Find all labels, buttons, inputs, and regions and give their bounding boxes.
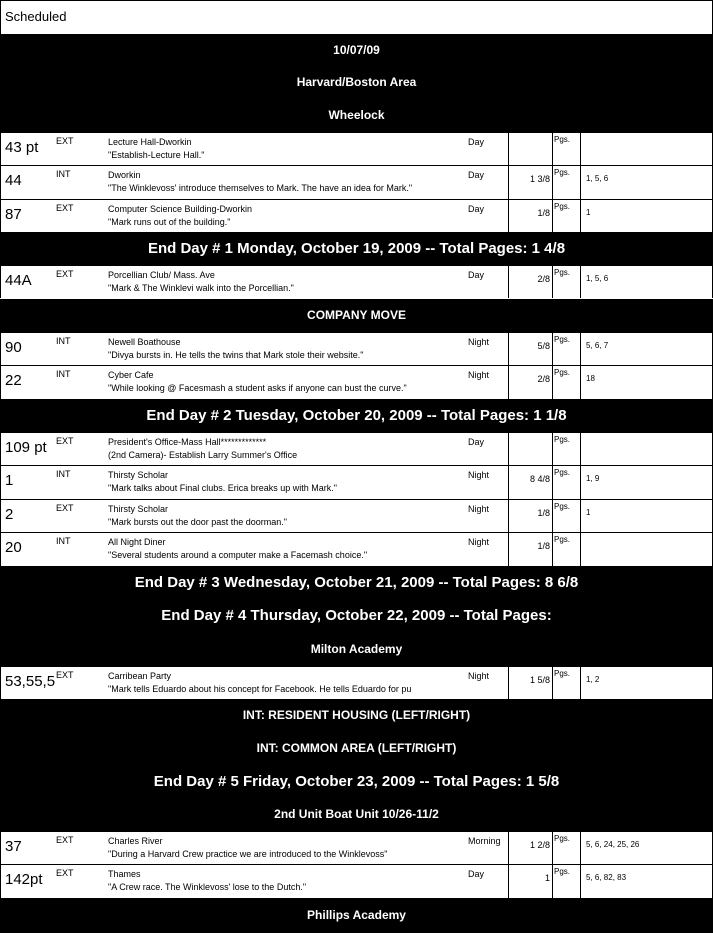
day-night-label: Night [468,337,490,347]
column-divider [508,133,509,165]
column-divider [552,433,553,465]
pgs-label: Pgs. [554,867,571,877]
day-night-label: Night [468,537,490,548]
location-band: Harvard/Boston Area [0,66,713,99]
column-divider [552,466,553,498]
set-name: Cyber Cafe [108,370,154,381]
script-days: 5, 6, 7 [586,341,609,350]
pgs-label: Pgs. [554,201,571,211]
column-divider [580,133,581,165]
pgs-label: Pgs. [554,468,571,478]
strip-row[interactable] [0,332,713,365]
day-night-label: Day [468,437,485,447]
column-divider [580,266,581,298]
scene-description: "Mark tells Eduardo about his concept for Facebook. He tells Eduardo for pu [108,684,412,694]
column-divider [552,865,553,897]
column-divider [0,166,1,198]
column-divider [580,166,581,198]
end-day-1: End Day # 1 Monday, October 19, 2009 -- Total Pages: 1 4/8 [0,232,713,265]
set-name: Thames [108,869,141,880]
page-count: 1 3/8 [529,174,550,185]
day-night-label: Night [468,503,490,514]
end-day-4: End Day # 4 Thursday, October 22, 2009 -- Total Pages: [0,599,713,632]
page-count: 2/8 [537,374,550,385]
int-ext-label: INT [56,536,71,547]
int-ext-label: EXT [56,436,74,446]
column-divider [0,832,1,864]
column-divider [0,667,1,699]
day-night-label: Night [468,470,490,481]
page-count: 1/8 [537,541,550,552]
strip-row[interactable] [0,165,713,198]
column-divider [552,166,553,198]
scene-number: 43 pt [5,139,39,156]
scene-description: "While looking @ Facesmash a student asks if anyone can bust the curve." [108,383,407,394]
int-resident-band: INT: RESIDENT HOUSING (LEFT/RIGHT) [0,699,713,732]
column-divider [0,333,1,365]
set-name: Thirsty Scholar [108,470,169,481]
set-name: Charles River [108,836,163,846]
scene-description: "During a Harvard Crew practice we are introduced to the Winklevoss" [108,849,388,859]
day-night-label: Day [468,170,485,181]
day-night-label: Day [468,869,485,880]
pgs-label: Pgs. [554,501,571,511]
strip-row[interactable] [0,499,713,532]
end-day-5: End Day # 5 Friday, October 23, 2009 -- Total Pages: 1 5/8 [0,765,713,798]
day-night-label: Night [468,671,490,681]
strip-row[interactable] [0,666,713,699]
strip-row[interactable] [0,132,713,165]
scene-number: 22 [5,372,22,390]
page-count: 8 4/8 [529,474,550,485]
scene-number: 2 [5,505,14,523]
status-header [0,0,713,35]
pgs-label: Pgs. [554,669,571,678]
page-count: 1/8 [537,507,550,518]
scene-number: 20 [5,539,22,557]
day-night-label: Day [468,137,485,147]
pgs-label: Pgs. [554,135,571,144]
script-days: 1, 5, 6 [586,274,609,283]
int-ext-label: INT [56,469,71,480]
column-divider [508,433,509,465]
scene-description: "Mark talks about Final clubs. Erica breaks up with Mark." [108,483,337,494]
page-count: 1 [544,873,550,884]
set-name: Computer Science Building-Dworkin [108,203,253,214]
unit-band: 2nd Unit Boat Unit 10/26-11/2 [0,798,713,831]
int-ext-label: EXT [56,202,74,213]
strip-row[interactable] [0,432,713,465]
strip-row[interactable] [0,532,713,565]
page-count: 2/8 [537,274,550,284]
strip-row[interactable] [0,831,713,864]
script-days: 1, 9 [586,474,600,484]
strip-row[interactable] [0,864,713,897]
int-ext-label: INT [56,169,71,180]
strip-row[interactable] [0,465,713,498]
page-count: 5/8 [537,341,550,351]
date-band: 10/07/09 [0,34,713,66]
int-ext-label: EXT [56,670,74,680]
scene-number: 53,55,5 [5,673,55,690]
int-ext-label: EXT [56,136,74,146]
scene-description: "Mark runs out of the building." [108,216,231,227]
column-divider [580,533,581,565]
end-day-3: End Day # 3 Wednesday, October 21, 2009 -- Total Pages: 8 6/8 [0,566,713,599]
column-divider [552,200,553,232]
column-divider [0,200,1,232]
pgs-label: Pgs. [554,335,571,344]
column-divider [0,865,1,897]
script-days: 18 [586,374,595,384]
set-name: Thirsty Scholar [108,503,169,514]
scene-number: 44A [5,272,32,289]
script-days: 5, 6, 82, 83 [586,873,627,883]
column-divider [552,533,553,565]
status-label: Scheduled [5,9,67,24]
scene-description: "Divya bursts in. He tells the twins that Mark stole their website." [108,350,364,360]
set-name: Dworkin [108,170,141,181]
day-night-label: Morning [468,836,501,846]
location-band-phillips: Phillips Academy [0,898,713,933]
column-divider [508,832,509,864]
int-common-band: INT: COMMON AREA (LEFT/RIGHT) [0,732,713,765]
column-divider [508,366,509,398]
column-divider [0,266,1,298]
column-divider [552,366,553,398]
column-divider [0,433,1,465]
day-night-label: Night [468,370,490,381]
int-ext-label: INT [56,369,71,380]
script-days: 1, 2 [586,675,600,684]
column-divider [0,133,1,165]
set-name: Carribean Party [108,671,172,681]
set-name: All Night Diner [108,537,166,548]
column-divider [508,533,509,565]
column-divider [552,667,553,699]
column-divider [552,333,553,365]
column-divider [508,500,509,532]
strip-row[interactable] [0,365,713,398]
set-name: Porcellian Club/ Mass. Ave [108,270,215,280]
column-divider [580,865,581,897]
location-band-milton: Milton Academy [0,632,713,666]
column-divider [552,832,553,864]
day-night-label: Day [468,203,485,214]
scene-description: "Establish-Lecture Hall." [108,150,205,160]
scene-number: 142pt [5,871,43,889]
scene-number: 109 pt [5,439,47,456]
scene-number: 90 [5,339,22,356]
column-divider [580,832,581,864]
column-divider [0,500,1,532]
script-days: 1 [586,207,591,217]
scene-number: 37 [5,838,22,855]
set-name: Newell Boathouse [108,337,181,347]
column-divider [508,333,509,365]
script-days: 1, 5, 6 [586,174,609,184]
scene-description: "The Winklevoss' introduce themselves to Mark. The have an idea for Mark." [108,183,413,194]
scene-number: 1 [5,472,14,490]
column-divider [508,466,509,498]
page-count: 1 5/8 [529,675,550,685]
int-ext-label: EXT [56,868,74,879]
scene-description: (2nd Camera)- Establish Larry Summer's Office [108,450,298,460]
strip-row[interactable] [0,265,713,298]
pgs-label: Pgs. [554,435,571,444]
column-divider [508,667,509,699]
page-count: 1 2/8 [529,840,550,850]
scene-description: "Mark bursts out the door past the doorman." [108,516,287,527]
column-divider [552,133,553,165]
int-ext-label: INT [56,336,71,346]
scene-description: "Mark & The Winklevi walk into the Porcellian." [108,283,294,293]
pgs-label: Pgs. [554,368,571,378]
int-ext-label: EXT [56,835,74,845]
column-divider [580,433,581,465]
column-divider [508,266,509,298]
script-days: 5, 6, 24, 25, 26 [586,840,640,849]
int-ext-label: EXT [56,269,74,279]
set-name: Lecture Hall-Dworkin [108,137,192,147]
column-divider [552,266,553,298]
company-move-band: COMPANY MOVE [0,299,713,332]
scene-description: "Several students around a computer make a Facemash choice." [108,550,368,561]
column-divider [580,667,581,699]
end-day-2: End Day # 2 Tuesday, October 20, 2009 -- Total Pages: 1 1/8 [0,399,713,432]
scene-description: "A Crew race. The Winklevoss' lose to the Dutch." [108,882,307,893]
pgs-label: Pgs. [554,268,571,277]
column-divider [580,500,581,532]
column-divider [580,366,581,398]
pgs-label: Pgs. [554,168,571,178]
strip-row[interactable] [0,199,713,232]
column-divider [0,466,1,498]
column-divider [508,200,509,232]
column-divider [0,366,1,398]
column-divider [580,200,581,232]
day-night-label: Day [468,270,485,280]
pgs-label: Pgs. [554,834,571,843]
script-days: 1 [586,507,591,517]
scene-number: 87 [5,205,22,223]
column-divider [508,166,509,198]
column-divider [580,333,581,365]
set-name: President's Office-Mass Hall************* [108,437,267,447]
column-divider [0,533,1,565]
page-count: 1/8 [537,207,550,218]
pgs-label: Pgs. [554,535,571,545]
set-band-wheelock: Wheelock [0,99,713,132]
column-divider [552,500,553,532]
column-divider [508,865,509,897]
int-ext-label: EXT [56,502,74,513]
scene-number: 44 [5,172,22,190]
column-divider [580,466,581,498]
